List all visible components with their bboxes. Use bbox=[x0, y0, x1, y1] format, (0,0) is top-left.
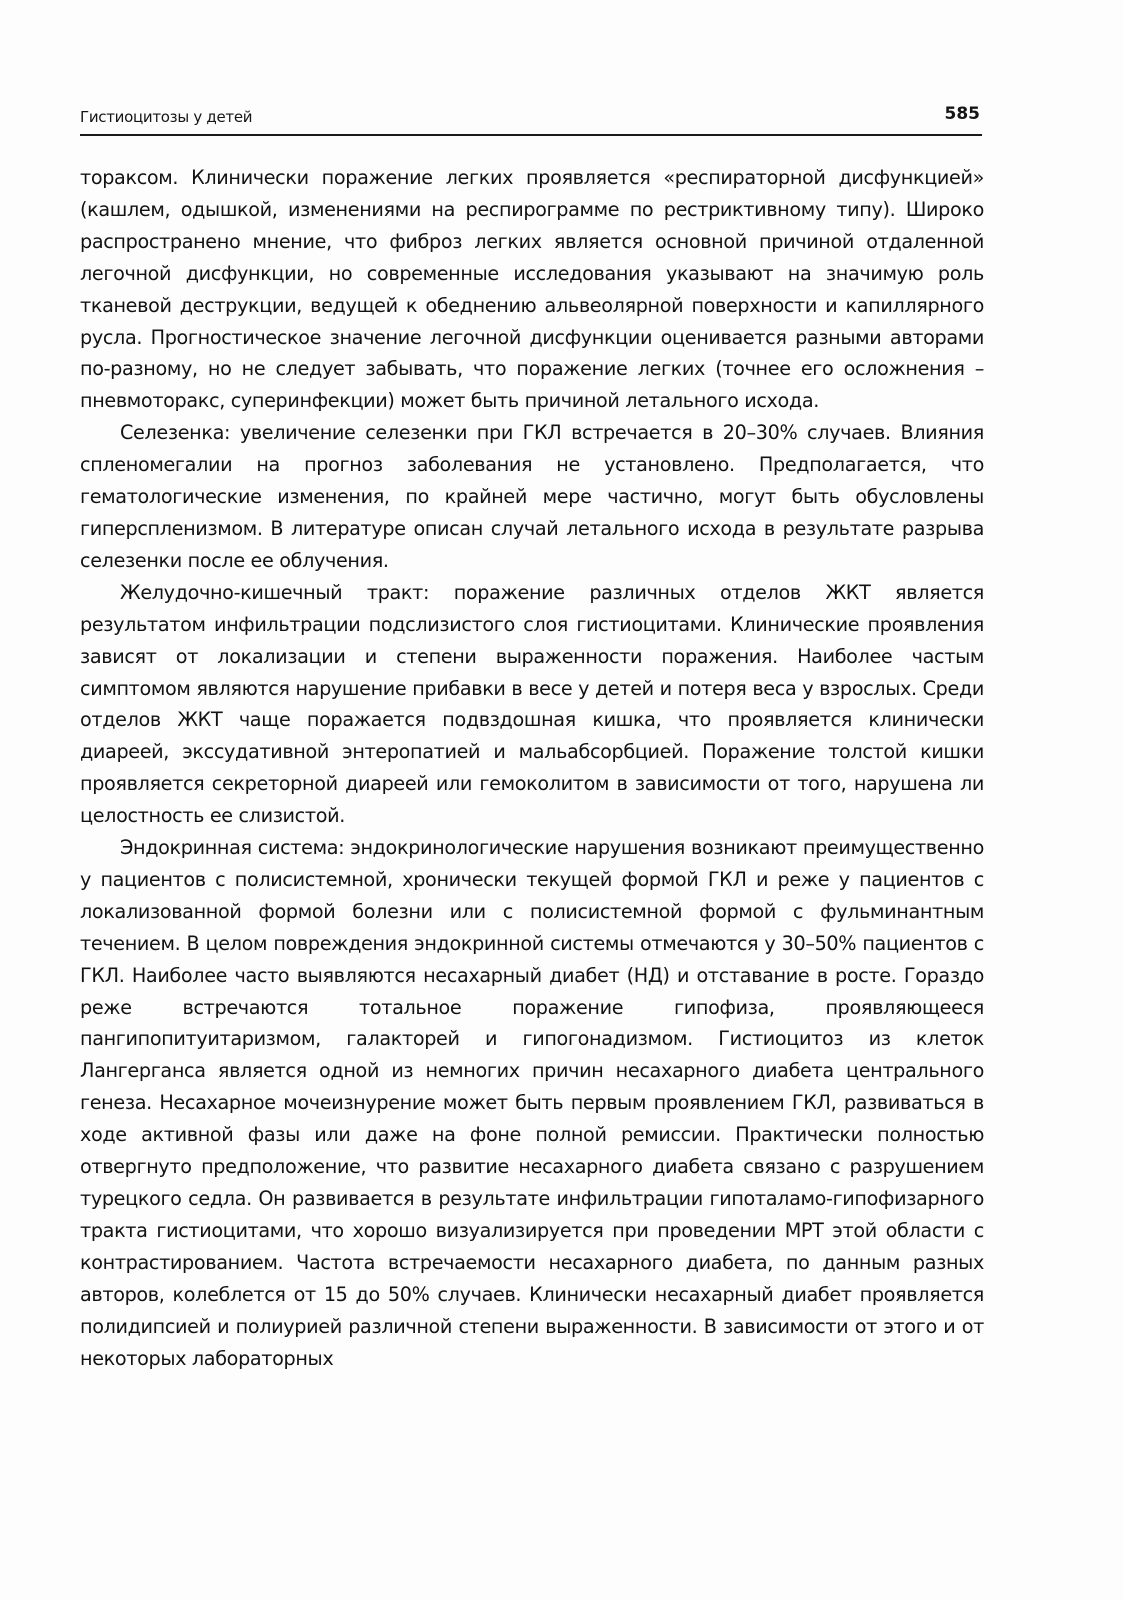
paragraph-lungs-continued: тораксом. Клинически поражение легких проявляется «респираторной дисфункцией» (кашлем, одышкой, изменениями на респирограмме по рестриктивному типу). Широко распространено мнение, что фиброз легких является основной причиной отдаленной легочной дисфункции, но современные исследования указывают на значимую роль тканевой деструкции, ведущей к обеднению альвеолярной поверхности и капиллярного русла. Прогностическое значение легочной дисфункции оценивается разными авторами по-разному, но не следует забывать, что поражение легких (точнее его осложнения – пневмоторакс, суперинфекции) может быть причиной летального исхода. bbox=[80, 166, 984, 413]
running-title: Гистиоцитозы у детей bbox=[80, 108, 253, 126]
running-header bbox=[80, 104, 982, 136]
paragraph-gastrointestinal: Желудочно-кишечный тракт: поражение различных отделов ЖКТ является результатом инфильтрации подслизистого слоя гистиоцитами. Клинические проявления зависят от локализации и степени выраженности поражения. Наиболее частым симптомом являются нарушение прибавки в весе у детей и потеря веса у взрослых. Среди отделов ЖКТ чаще поражается подвздошная кишка, что проявляется клинически диареей, экссудативной энтеропатией и мальабсорбцией. Поражение толстой кишки проявляется секреторной диареей или гемоколитом в зависимости от того, нарушена ли целостность ее слизистой. bbox=[80, 580, 984, 828]
body-text bbox=[80, 162, 984, 1374]
paragraph-endocrine: Эндокринная система: эндокринологические нарушения возникают преимущественно у пациентов с полисистемной, хронически текущей формой ГКЛ и реже у пациентов с локализованной формой болезни или с полисистемной формой с фульминантным течением. В целом повреждения эндокринной системы отмечаются у 30–50% пациентов с ГКЛ. Наиболее часто выявляются несахарный диабет (НД) и отставание в росте. Гораздо реже встречаются тотальное поражение гипофиза, проявляющееся пангипопитуитаризмом, галакторей и гипогонадизмом. Гистиоцитоз из клеток Лангерганса является одной из немногих причин несахарного диабета центрального генеза. Несахарное мочеизнурение может быть первым проявлением ГКЛ, развиваться в ходе активной фазы или даже на фоне полной ремиссии. Практически полностью отвергнуто предположение, что развитие несахарного диабета связано с разрушением турецкого седла. Он развивается в результате инфильтрации гипоталамо-гипофизарного тракта гистиоцитами, что хорошо визуализируется при проведении МРТ этой области с контрастированием. Частота встречаемости несахарного диабета, по данным разных авторов, колеблется от 15 до 50% случаев. Клинически несахарный диабет проявляется полидипсией и полиурией различной степени выраженности. В зависимости от этого и от некоторых лабораторных bbox=[80, 836, 984, 1370]
paragraph-spleen: Селезенка: увеличение селезенки при ГКЛ встречается в 20–30% случаев. Влияния спленомегалии на прогноз заболевания не установлено. Предполагается, что гематологические изменения, по крайней мере частично, могут быть обусловлены гиперспленизмом. В литературе описан случай летального исхода в результате разрыва селезенки после ее облучения. bbox=[80, 421, 984, 572]
page-number: 585 bbox=[944, 104, 980, 124]
